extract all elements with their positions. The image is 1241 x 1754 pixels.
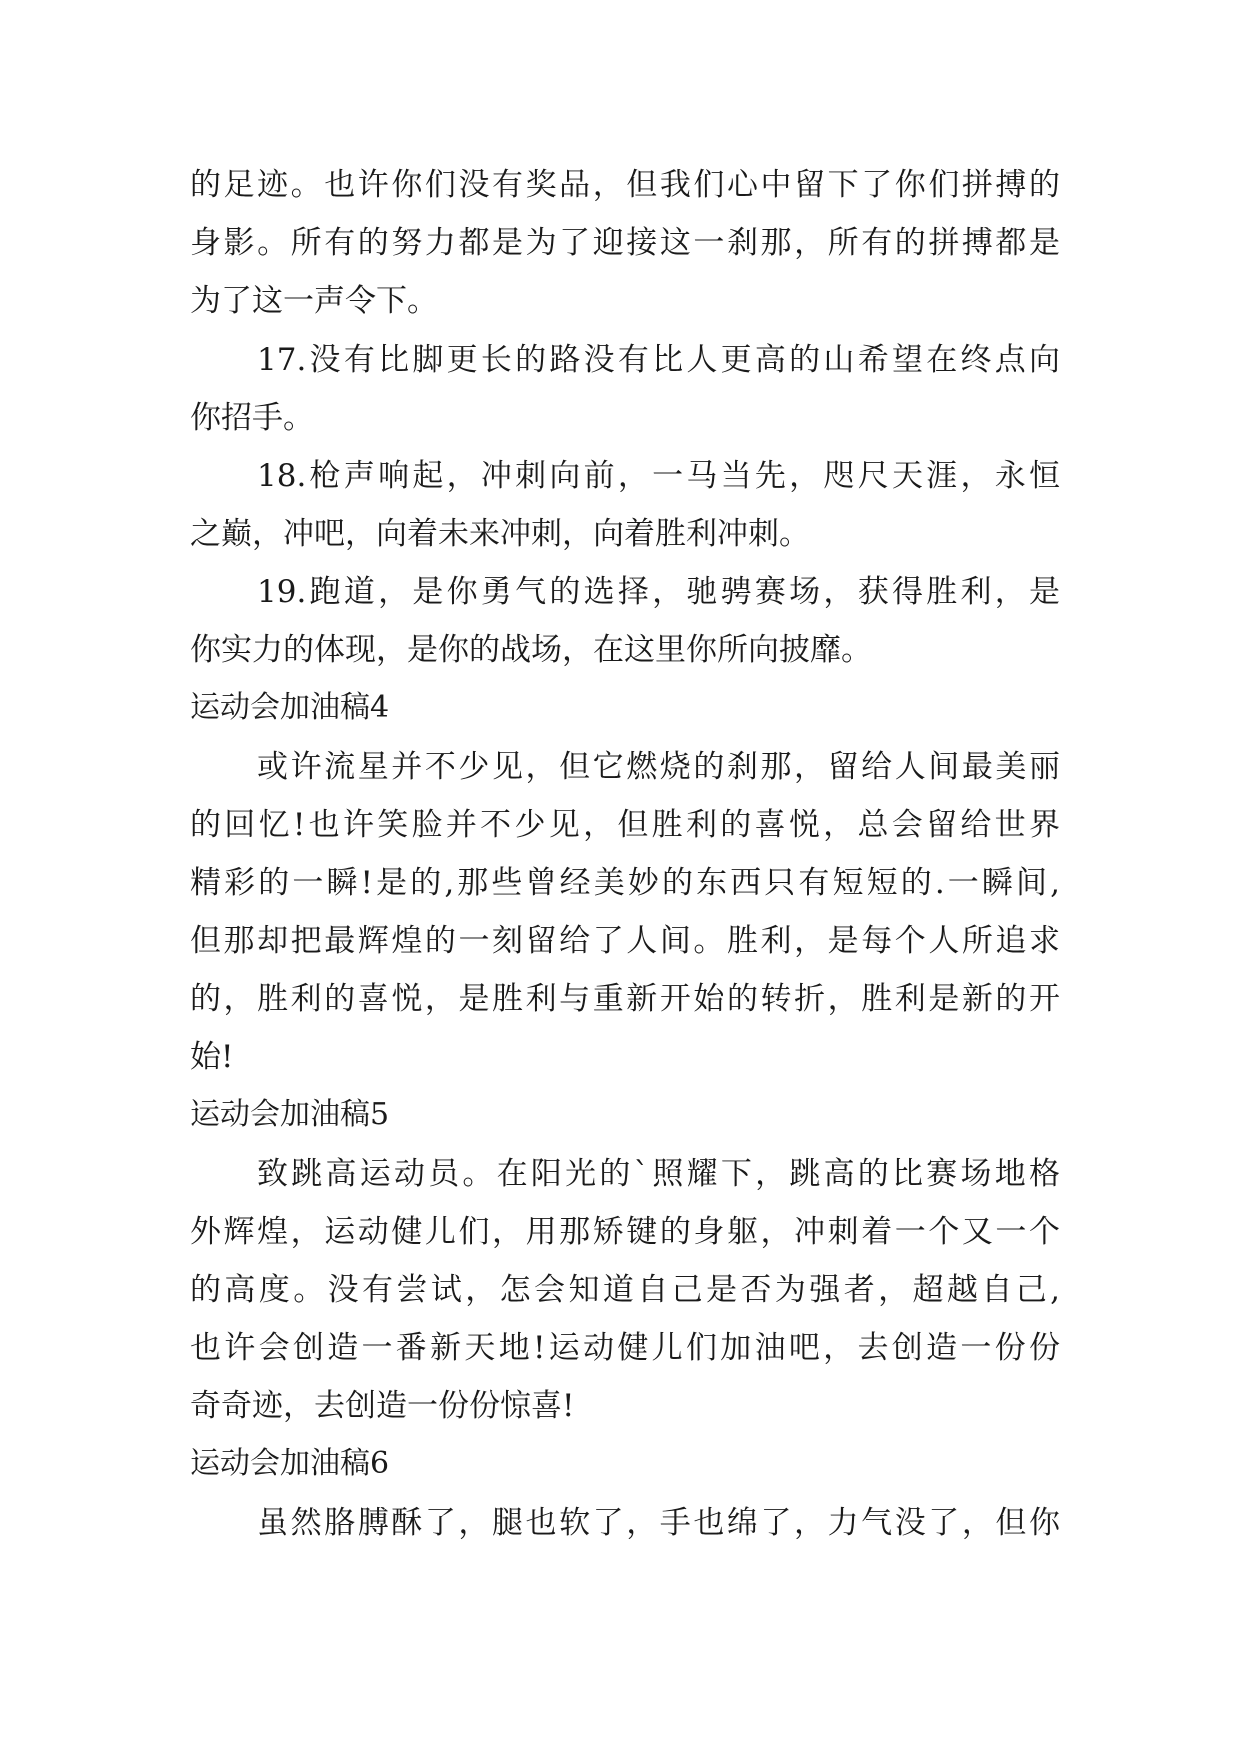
list-item-18: 18.枪声响起，冲刺向前，一马当先，咫尺天涯，永恒 [257,458,1060,494]
paragraph-line: 但那却把最辉煌的一刻留给了人间。胜利，是每个人所追求 [190,923,1060,959]
paragraph-line: 的，胜利的喜悦，是胜利与重新开始的转折，胜利是新的开 [190,981,1060,1017]
paragraph-line: 也许会创造一番新天地!运动健儿们加油吧，去创造一份份 [190,1330,1060,1366]
list-item-17: 17.没有比脚更长的路没有比人更高的山希望在终点向 [257,342,1060,378]
list-item-19: 19.跑道，是你勇气的选择，驰骋赛场，获得胜利，是 [257,574,1060,610]
paragraph-line: 的回忆!也许笑脸并不少见，但胜利的喜悦，总会留给世界 [190,807,1060,843]
paragraph-line: 精彩的一瞬!是的,那些曾经美妙的东西只有短短的.一瞬间, [190,865,1060,901]
paragraph-line: 的高度。没有尝试，怎会知道自己是否为强者，超越自己, [190,1272,1060,1308]
text-line: 的足迹。也许你们没有奖品，但我们心中留下了你们拼搏的 [190,167,1060,203]
paragraph-line: 致跳高运动员。在阳光的`照耀下，跳高的比赛场地格 [257,1156,1060,1192]
text-line: 身影。所有的努力都是为了迎接这一刹那，所有的拼搏都是 [190,225,1060,261]
section-heading-4: 运动会加油稿4 [190,690,390,725]
text-line: 之巅，冲吧，向着未来冲刺，向着胜利冲刺。 [190,516,810,552]
paragraph-line: 外辉煌，运动健儿们，用那矫键的身躯，冲刺着一个又一个 [190,1214,1060,1250]
paragraph-line: 始! [190,1039,234,1075]
paragraph-line: 或许流星并不少见，但它燃烧的刹那，留给人间最美丽 [257,749,1060,785]
paragraph-line: 奇奇迹，去创造一份份惊喜! [190,1388,575,1424]
text-line: 你实力的体现，是你的战场，在这里你所向披靡。 [190,632,872,668]
section-heading-6: 运动会加油稿6 [190,1446,390,1481]
text-line: 为了这一声令下。 [190,283,438,319]
text-line: 你招手。 [190,400,314,436]
section-heading-5: 运动会加油稿5 [190,1097,390,1132]
paragraph-line: 虽然胳膊酥了，腿也软了，手也绵了，力气没了，但你 [257,1505,1060,1541]
